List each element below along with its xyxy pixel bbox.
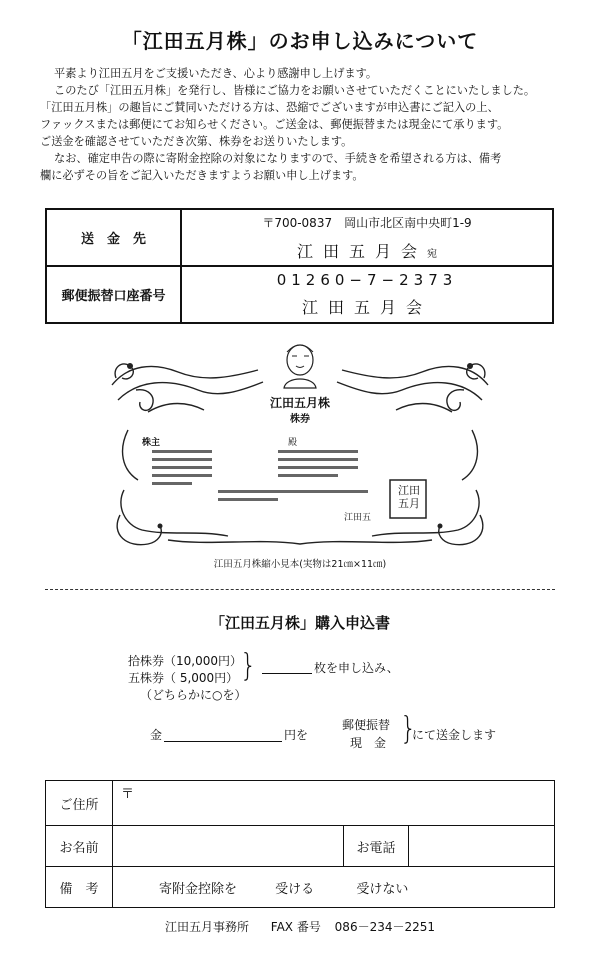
phone-label: お電話: [344, 826, 409, 867]
account-number: 01260−7−2373: [276, 271, 458, 289]
address-label: ご住所: [46, 781, 113, 826]
office-name: 江田五月事務所: [164, 920, 249, 934]
fax-label: FAX 番号: [270, 920, 321, 934]
remit-value: [181, 209, 553, 266]
address-field[interactable]: [113, 781, 555, 826]
certificate-ornament: [108, 340, 492, 552]
remit-address: 〒700-0837 岡山市北区南中央町1-9: [262, 215, 472, 230]
option-5000[interactable]: 五株券（ 5,000円）: [128, 671, 239, 685]
remit-recipient: 江田五月会: [296, 241, 427, 261]
remarks-label: 備 考: [46, 867, 113, 908]
fax-number: 086－234－2251: [334, 920, 436, 934]
method-transfer[interactable]: 郵便振替: [342, 718, 391, 732]
account-name: 江田五月会: [301, 298, 432, 317]
account-value: [181, 266, 553, 323]
certificate-holder: 株主: [142, 438, 161, 448]
not-receive-option[interactable]: 受けない: [356, 881, 409, 897]
phone-field[interactable]: [409, 826, 555, 867]
amount-suffix: 円を: [284, 728, 309, 742]
remit-honorific: 宛: [427, 248, 437, 260]
certificate-signature: 江田五: [344, 513, 372, 523]
brace-icon: }: [400, 711, 417, 747]
certificate-dono: 殿: [288, 438, 298, 448]
page-title: 「江田五月株」のお申し込みについて: [121, 29, 479, 53]
intro-line: 「江田五月株」の趣旨にご賛同いただける方は、恐縮でございますが申込書にご記入の上、: [40, 101, 499, 114]
intro-line: ご送金を確認させていただき次第、株券をお送りいたします。: [40, 135, 353, 148]
receive-option[interactable]: 受ける: [275, 881, 315, 897]
remit-label: 送 金 先: [46, 209, 181, 266]
remarks-field: [113, 867, 555, 908]
certificate-title: 江田五月株: [269, 396, 330, 410]
name-field[interactable]: [113, 826, 344, 867]
certificate-subtitle: 株券: [290, 414, 310, 425]
remittance-table: [45, 208, 554, 324]
option-10000[interactable]: 拾株券（10,000円）: [128, 654, 242, 668]
footer: [0, 918, 600, 935]
brace-icon: }: [240, 648, 257, 684]
postal-mark: 〒: [121, 787, 135, 802]
send-text: にて送金します: [412, 728, 497, 742]
application-table: [45, 780, 555, 908]
intro-line: なお、確定申告の際に寄附金控除の対象になりますので、手続きを希望される方は、備考: [54, 152, 502, 165]
seal-text: 江田五月: [398, 484, 420, 510]
intro-line: このたび「江田五月株」を発行し、皆様にご協力をお願いさせていただくことにいたしました。: [54, 84, 536, 97]
intro-line: ファックスまたは郵便にてお知らせください。ご送金は、郵便振替または現金にて承ります。: [40, 118, 509, 131]
count-field[interactable]: [262, 673, 312, 674]
count-suffix: 枚を申し込み、: [314, 661, 399, 675]
certificate-sample: [108, 340, 492, 552]
intro-line: 平素より江田五月をご支援いただき、心より感謝申し上げます。: [54, 67, 378, 80]
deduction-text: 寄附金控除を: [159, 881, 238, 897]
intro-line: 欄に必ずその旨をご記入いただきますようお願い申し上げます。: [40, 169, 364, 182]
method-cash[interactable]: 現 金: [350, 736, 387, 750]
amount-prefix: 金: [150, 728, 163, 742]
option-note: （どちらかに○を）: [140, 688, 247, 702]
amount-field[interactable]: [164, 741, 282, 742]
cut-line: [45, 589, 555, 590]
certificate-caption: 江田五月株縮小見本(実物は21㎝×11㎝): [213, 559, 387, 570]
form-title: 「江田五月株」購入申込書: [209, 614, 390, 632]
account-label: 郵便振替口座番号: [46, 266, 181, 323]
name-label: お名前: [46, 826, 113, 867]
